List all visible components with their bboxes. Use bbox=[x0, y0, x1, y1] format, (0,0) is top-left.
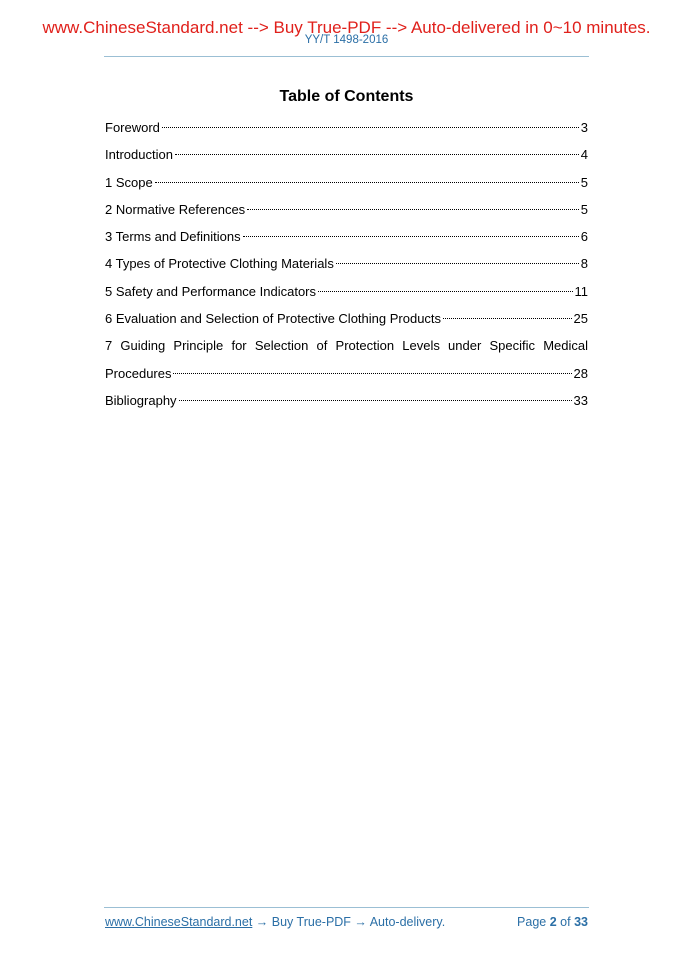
dot-leader bbox=[318, 291, 572, 292]
toc-entry-terms-definitions[interactable] bbox=[105, 227, 588, 254]
toc-title: Table of Contents bbox=[279, 88, 414, 105]
footer-link-rest[interactable]: → Buy True-PDF → Auto-delivery. bbox=[252, 915, 446, 929]
toc-entry-page: 5 bbox=[580, 201, 588, 217]
toc-entry-label: Bibliography bbox=[105, 392, 177, 408]
toc-word: Protection bbox=[335, 338, 395, 354]
toc-word: under bbox=[448, 338, 482, 354]
toc-entry-evaluation-selection[interactable] bbox=[105, 309, 588, 336]
document-id: YY/T 1498-2016 bbox=[304, 34, 389, 46]
table-of-contents bbox=[105, 118, 588, 418]
footer-link[interactable] bbox=[105, 915, 445, 929]
toc-entry-introduction[interactable] bbox=[105, 145, 588, 172]
toc-word: Principle bbox=[173, 338, 224, 354]
toc-entry-page: 8 bbox=[580, 256, 588, 272]
toc-entry-guiding-principle-line1[interactable] bbox=[105, 336, 588, 363]
toc-entry-page: 11 bbox=[574, 283, 588, 299]
toc-word: Specific bbox=[489, 338, 535, 354]
toc-entry-page: 25 bbox=[573, 311, 588, 327]
footer-site-link[interactable]: www.ChineseStandard.net bbox=[105, 915, 253, 929]
page-footer bbox=[105, 915, 588, 929]
toc-entry-label: 2 Normative References bbox=[105, 201, 246, 217]
toc-entry-normative-references[interactable] bbox=[105, 200, 588, 227]
header-divider bbox=[104, 56, 589, 57]
toc-word: Medical bbox=[543, 338, 588, 354]
toc-entry-page: 4 bbox=[580, 147, 588, 163]
toc-entry-page: 33 bbox=[573, 392, 588, 408]
toc-entry-scope[interactable] bbox=[105, 173, 588, 200]
dot-leader bbox=[243, 236, 579, 237]
toc-word: Guiding bbox=[120, 338, 166, 354]
toc-entry-label: Introduction bbox=[105, 147, 173, 163]
toc-word: of bbox=[316, 338, 328, 354]
toc-entry-label: 1 Scope bbox=[105, 174, 153, 190]
toc-word: Levels bbox=[402, 338, 440, 354]
toc-word: 7 bbox=[105, 338, 113, 354]
toc-word: for bbox=[231, 338, 247, 354]
toc-entry-label: Foreword bbox=[105, 120, 160, 135]
page-word: Page bbox=[517, 915, 547, 929]
dot-leader bbox=[179, 400, 572, 401]
toc-entry-foreword[interactable] bbox=[105, 118, 588, 145]
toc-entry-label: 4 Types of Protective Clothing Materials bbox=[105, 256, 334, 272]
page-indicator bbox=[517, 915, 588, 929]
dot-leader bbox=[443, 318, 571, 319]
dot-leader bbox=[162, 127, 579, 128]
toc-entry-label: 3 Terms and Definitions bbox=[105, 229, 241, 245]
toc-entry-bibliography[interactable] bbox=[105, 391, 588, 418]
dot-leader bbox=[173, 373, 571, 374]
dot-leader bbox=[336, 263, 579, 264]
dot-leader bbox=[247, 209, 579, 210]
toc-entry-page: 6 bbox=[580, 229, 588, 245]
toc-entry-page: 3 bbox=[580, 120, 588, 135]
toc-entry-label: 6 Evaluation and Selection of Protective Clothing Products bbox=[105, 311, 442, 327]
toc-entry-guiding-principle-line2[interactable] bbox=[105, 364, 588, 391]
toc-word: Selection bbox=[254, 338, 309, 354]
toc-entry-safety-indicators[interactable] bbox=[105, 282, 588, 309]
footer-divider bbox=[104, 907, 589, 908]
toc-entry-page: 28 bbox=[573, 365, 588, 381]
toc-entry-label: Procedures bbox=[105, 365, 172, 381]
dot-leader bbox=[175, 154, 579, 155]
page-current: 2 bbox=[549, 915, 557, 929]
toc-entry-label: 5 Safety and Performance Indicators bbox=[105, 283, 317, 299]
page-of: of bbox=[560, 915, 571, 929]
dot-leader bbox=[155, 182, 579, 183]
page-total: 33 bbox=[574, 915, 588, 929]
toc-entry-types-materials[interactable] bbox=[105, 254, 588, 281]
toc-entry-page: 5 bbox=[580, 174, 588, 190]
promo-banner-text[interactable]: www.ChineseStandard.net --> Buy True-PDF --> Auto-delivered in 0~10 minutes. bbox=[42, 18, 651, 37]
